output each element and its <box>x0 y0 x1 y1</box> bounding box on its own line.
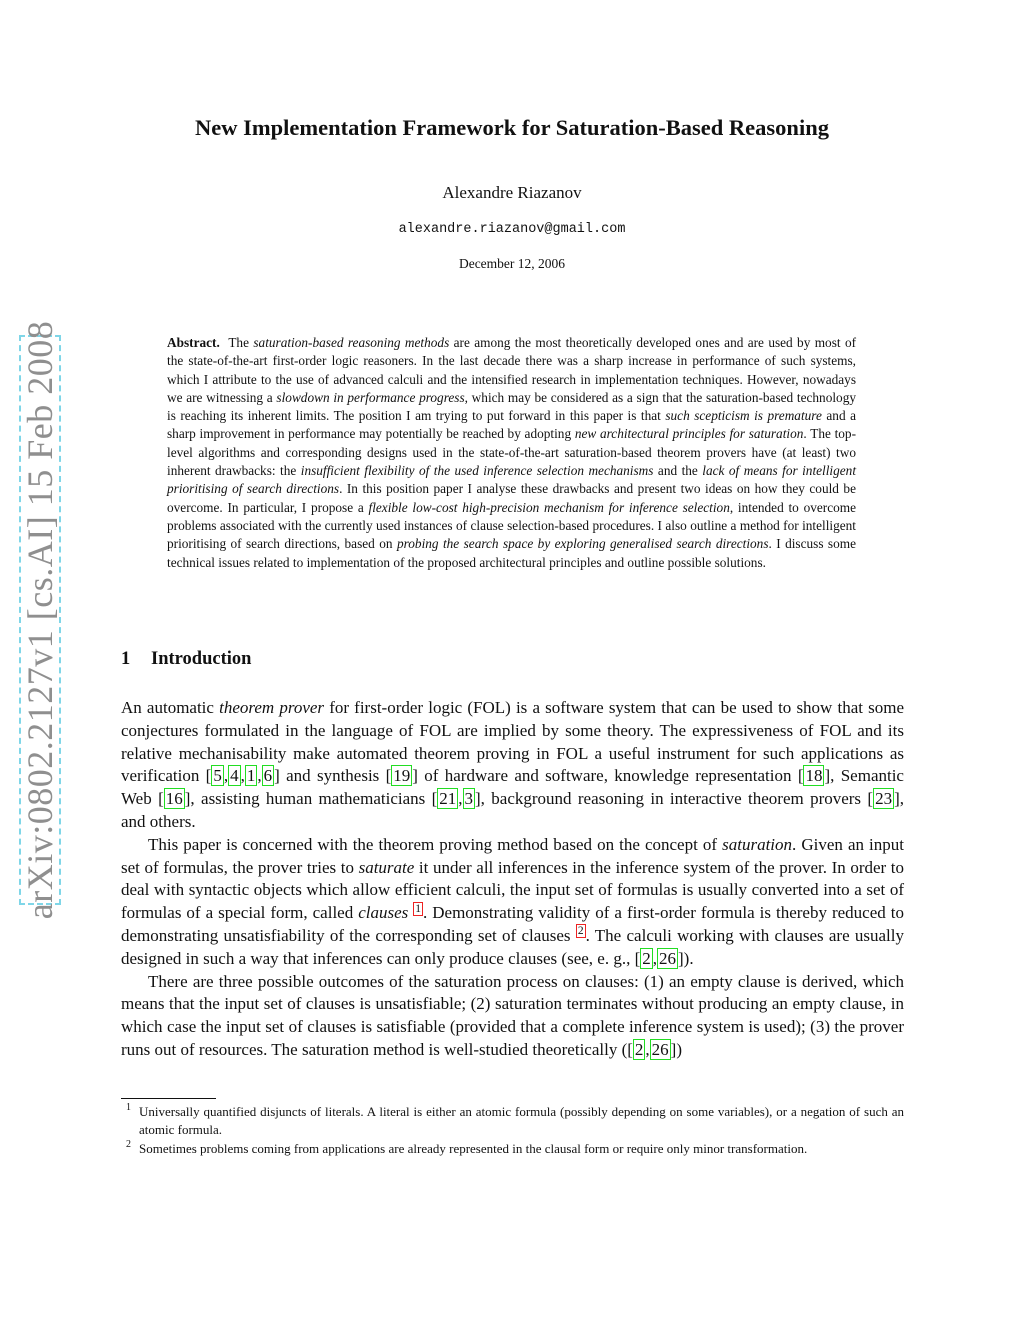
abstract-emphasis: probing the search space by exploring generalised search directions <box>396 536 769 552</box>
paragraph-2: This paper is concerned with the theorem proving method based on the concept of saturation. Given an input set of formulas, the prover tries to saturate it under all inferences in the inference system of the prover. In order to deal with syntactic objects which allow efficient calculi, the input set of formulas is usually converted into a set of formulas of a special form, called clauses $^1$ . Demonstrating validity of a first-order formula is thereby reduced to demonstrating unsatisfiability of the corresponding set of clauses $^2$ . The calculi working with clauses are usually designed in such a way that inferences can only produce clauses (see, e. g., [ 2 , 26 ]). <box>121 834 905 968</box>
paragraph-1: An automatic theorem prover for first-order logic (FOL) is a software system that can be used to show that some conjectures formulated in the language of FOL are implied by some theory. The expressiveness of FOL and its relative mechanisability make automated theorem proving in FOL a useful instrument for such applications as verification [ 5 , 4 , 1 , 6 ] and synthesis [ 19 ] of hardware and software, knowledge representation [ 18 ], Semantic Web [ 16 ], assisting human mathematicians [ 21 , 3 ], background reasoning in interactive theorem provers [ 23 ], and others. <box>121 698 905 831</box>
citation-link[interactable]: 6 <box>263 766 273 786</box>
arxiv-stamp <box>19 320 61 920</box>
body-text: ], assisting human mathematicians [ <box>184 789 438 809</box>
footnote-ref-1[interactable]: 1 <box>415 902 422 915</box>
abstract-text: . I discuss some technical issues related to implementation of the proposed architectural principles and outline possible solutions. <box>167 536 856 570</box>
introduction-body <box>121 697 904 1062</box>
body-text: it under all inferences in the inference system of the prover. In order to deal with syntactic objects which allow efficient calculi, the input set of formulas is usually converted into a set of formulas of a special form, called <box>121 857 905 923</box>
body-text: . Given an input set of formulas, the prover tries to <box>121 834 905 877</box>
abstract-emphasis: flexible low-cost high-precision mechanism for inference selection <box>368 499 730 515</box>
footnote-2 <box>121 1140 904 1158</box>
footnote-text: Universally quantified disjuncts of literals. A literal is either an atomic formula (possibly depending on some variables), or a negation of such an atomic formula. <box>139 1104 904 1138</box>
body-text: ], background reasoning in interactive theorem provers [ <box>475 789 874 809</box>
citation-link[interactable]: 3 <box>464 789 474 809</box>
abstract-emphasis: slowdown in performance progress <box>276 389 465 405</box>
abstract-text: , intended to overcome problems associated with the currently used instances of clause selection-based procedures. I also outline a method for intelligent prioritising of search directions, based on <box>167 499 856 552</box>
citation-link[interactable]: 26 <box>659 948 676 968</box>
citation-link[interactable]: 23 <box>875 789 893 809</box>
section-number: 1 <box>121 649 131 669</box>
author-name: Alexandre Riazanov <box>442 183 582 202</box>
abstract-text: and a sharp improvement in performance may potentially be reached by adopting <box>167 408 856 442</box>
abstract-emphasis: saturation-based reasoning methods <box>253 335 450 350</box>
abstract-text: are among the most theoretically developed ones and are used by most of the state-of-the-art first-order logic reasoners. In the last decade there was a sharp increase in performance of such systems, which I attribute to the use of advanced calculi and the intensified research in implementation techniques. However, nowadays we are witnessing a <box>167 335 857 405</box>
body-text: ]) <box>670 1039 682 1059</box>
abstract-emphasis: such scepticism is premature <box>665 408 822 424</box>
citation-link[interactable]: 18 <box>805 766 823 786</box>
body-text: This paper is concerned with the theorem proving method based on the concept of <box>148 834 718 854</box>
section-heading <box>121 649 251 670</box>
paper-title: New Implementation Framework for Saturation-Based Reasoning <box>195 115 829 140</box>
citation-link[interactable]: 26 <box>651 1039 669 1059</box>
citation-link[interactable]: 5 <box>213 766 222 786</box>
section-title: Introduction <box>151 649 252 669</box>
author-email[interactable]: alexandre.riazanov@gmail.com <box>398 222 626 237</box>
body-text: An automatic <box>121 698 214 717</box>
citation-link[interactable]: 4 <box>230 766 239 786</box>
abstract-text: , which may be considered as a sign that the saturation-based technology is reaching its inherent limits. The position I am trying to put forward in this paper is that <box>167 389 856 424</box>
abstract-text: and the <box>657 463 698 479</box>
paper-date: December 12, 2006 <box>458 256 566 271</box>
abstract-text: . The top-level algorithms and corresponding designs used in the state-of-the-art saturation-based theorem provers have (at least) two inherent drawbacks: the <box>167 426 857 479</box>
body-text: for first-order logic (FOL) is a software system that can be used to show that some conjectures formulated in the language of FOL are implied by some theory. The expressiveness of FOL and its relative mechanisability make automated theorem proving in FOL a useful instrument for such applications as verification [ <box>121 698 905 786</box>
citation-link[interactable]: 16 <box>165 789 183 809</box>
citation-link[interactable]: 2 <box>634 1039 644 1059</box>
footnote-1 <box>121 1103 904 1140</box>
body-text: . Demonstrating validity of a first-order formula is thereby reduced to demonstrating unsatisfiability of the corresponding set of clauses <box>121 903 904 945</box>
citation-link[interactable]: 2 <box>642 948 651 968</box>
arxiv-stamp-text: arXiv:0802.2127v1 [cs.AI] 15 Feb 2008 <box>20 320 60 920</box>
body-text: . The calculi working with clauses are usually designed in such a way that inferences can only produce clauses (see, e. g., [ <box>121 925 905 968</box>
body-emphasis: clauses <box>358 903 409 923</box>
body-text: ]). <box>678 948 694 968</box>
footnote-text: Sometimes problems coming from applications are already represented in the clausal form or require only minor transformation. <box>139 1140 808 1156</box>
abstract-emphasis: lack of means for intelligent prioritising of search directions <box>167 463 857 497</box>
footnotes <box>121 1103 904 1158</box>
citation-link[interactable]: 1 <box>246 766 256 786</box>
citation-link[interactable]: 19 <box>393 766 411 786</box>
abstract-text: . In this position paper I analyse these drawbacks and present two ideas on how they could be overcome. In particular, I propose a <box>167 481 856 515</box>
citation-link[interactable]: 21 <box>439 789 457 809</box>
body-emphasis: theorem prover <box>219 698 325 717</box>
body-emphasis: saturate <box>358 857 415 877</box>
footnote-mark: 1 <box>126 1102 131 1113</box>
abstract-text: The <box>228 335 249 350</box>
body-text: ], Semantic Web [ <box>121 766 904 809</box>
footnote-ref-2[interactable]: 2 <box>577 925 584 938</box>
footnote-mark: 2 <box>126 1138 131 1150</box>
body-text: ] and synthesis [ <box>274 766 392 786</box>
body-text: ], and others. <box>121 789 904 831</box>
body-text: ] of hardware and software, knowledge representation [ <box>412 766 804 786</box>
paragraph-3: There are three possible outcomes of the saturation process on clauses: (1) an empty clause is derived, which means that the input set of clauses is unsatisfiable; (2) saturation terminates without producing an empty clause, in which case the input set of clauses is satisfiable (provided that a complete inference system is used); (3) the prover runs out of resources. The saturation method is well-studied theoretically ([ 2 , 26 ]) <box>121 971 904 1059</box>
abstract <box>167 334 856 572</box>
body-text: There are three possible outcomes of the saturation process on clauses: (1) an empty clause is derived, which means that the input set of clauses is unsatisfiable; (2) saturation terminates without producing an empty clause, in which case the input set of clauses is satisfiable (provided that a complete inference system is used); (3) the prover runs out of resources. The saturation method is well-studied theoretically ([ <box>121 971 904 1059</box>
abstract-emphasis: new architectural principles for saturation <box>574 426 804 442</box>
abstract-emphasis: insufficient flexibility of the used inference selection mechanisms <box>300 463 654 479</box>
footnote-divider <box>121 1098 216 1099</box>
body-emphasis: saturation <box>722 834 793 854</box>
abstract-label: Abstract. <box>167 335 220 350</box>
